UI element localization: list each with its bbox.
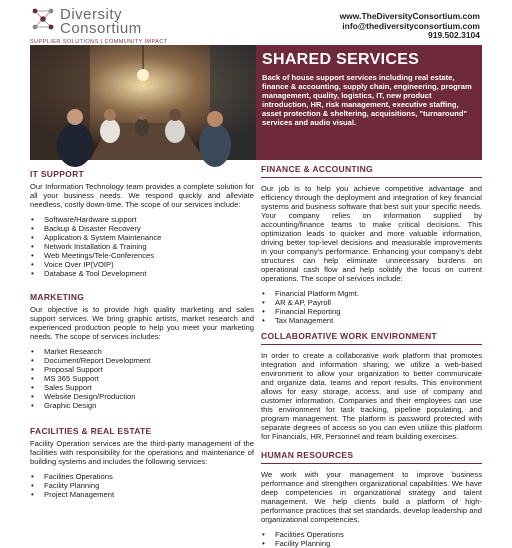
left-column: [30, 160, 254, 499]
list-item: • Market Research: [30, 347, 254, 356]
section-divider: [261, 177, 482, 178]
list-item: • Facility Planning: [261, 539, 482, 548]
hr-list: [261, 530, 482, 548]
list-item: • Graphic Design: [30, 401, 254, 410]
collab-title: COLLABORATIVE WORK ENVIRONMENT: [261, 331, 438, 341]
shared-services-title: SHARED SERVICES: [262, 51, 420, 68]
facilities-title: FACILITIES & REAL ESTATE: [30, 426, 152, 436]
marketing-list: [30, 347, 254, 410]
list-item: • Facilities Operations: [261, 530, 482, 539]
list-item: • Network Installation & Training: [30, 242, 254, 251]
list-item: • Facilities Operations: [30, 472, 254, 481]
marketing-text: Our objective is to provide high quality marketing and sales support services. We bring graphic artists, market research and experienced production people to help you meet your marketing needs. The scope of services includes:: [30, 305, 254, 341]
brand-tagline: SUPPLIER SOLUTIONS | COMMUNITY IMPACT: [30, 39, 168, 45]
shared-services-panel: [256, 45, 482, 160]
list-item: • Project Management: [30, 490, 254, 499]
marketing-title: MARKETING: [30, 292, 85, 302]
facilities-list: [30, 472, 254, 499]
list-item: • Database & Tool Development: [30, 269, 254, 278]
it-support-title: IT SUPPORT: [30, 169, 85, 179]
list-item: • Web Meetings/Tele-Conferences: [30, 251, 254, 260]
list-item: • Financial Platform Mgmt.: [261, 289, 482, 298]
team-meeting-photo: [30, 45, 256, 160]
shared-services-description: Back of house support services including real estate, finance & accounting, supply chain, engineering, program management, quality, logistics, IT, new product introduction, HR, risk management, executive staffing, asset protection & sheltering, acquisitions, "turnaround" services and audio visual.: [262, 73, 472, 127]
list-item: • Financial Reporting: [261, 307, 482, 316]
hr-text: We work with your management to improve business performance and strengthen organizational capabilities. We have deep competencies in organizational strategy and talent management. We help clients build a platform of high-performance practices that set standards, develop leadership and organizational competencies,: [261, 470, 482, 524]
list-item: • Voice Over IP(VOIP): [30, 260, 254, 269]
brand-logo: [30, 6, 160, 37]
list-item: • AR & AP, Payroll: [261, 298, 482, 307]
finance-list: [261, 289, 482, 325]
brand-name-line1: Diversity: [60, 6, 123, 23]
list-item: • Website Design/Production: [30, 392, 254, 401]
list-item: • Sales Support: [30, 383, 254, 392]
list-item: • Software/Hardware support: [30, 215, 254, 224]
list-item: • MS 365 Support: [30, 374, 254, 383]
list-item: • Backup & Disaster Recovery: [30, 224, 254, 233]
facilities-text: Facility Operation services are the third-party management of the facilities with responsibility for the operations and maintenance of building systems and includes the following services:: [30, 439, 254, 466]
brand-name-line2: Consortium: [60, 20, 142, 37]
section-divider: [261, 463, 482, 464]
contact-block: [340, 12, 480, 41]
phone-number: 919.502.3104: [428, 30, 480, 40]
list-item: • Tax Management: [261, 316, 482, 325]
hr-title: HUMAN RESOURCES: [261, 450, 354, 460]
team-meeting-illustration: [30, 45, 256, 160]
finance-text: Our job is to help you achieve competitive advantage and efficiency through the deployment and integration of key financial systems and business software that best suit your specific needs. Your company relies on information supplied by accounting/finance teams to make critical decisions. This optimization leads to quicker and more valuable information, driving better top-level decisions and measurable improvements in your company's performance. Enhancing your company's debt structures can help eliminate unnecessary burdens on operational cash flow and help solidify the focus on current operations. The scope of services include:: [261, 184, 482, 283]
it-support-text: Our Information Technology team provides a complete solution for all your business needs. We respond quickly and alleviate needless, costly down-time. The scope of our services include:: [30, 182, 254, 209]
list-item: • Facility Planning: [30, 481, 254, 490]
website-link[interactable]: www.TheDiversityConsortium.com: [339, 11, 480, 21]
section-divider: [261, 344, 482, 345]
email-link[interactable]: info@thediversityconsortium.com: [342, 20, 480, 31]
finance-title: FINANCE & ACCOUNTING: [261, 164, 373, 174]
collab-text: In order to create a collaborative work platform that promotes integration and information sharing, we utilize a web-based environment to allow your organization to better communicate and organize data, teams and report results. This environment allows for easy storage, access, and use of company and customer information. Companies and their employees can use this environment for task tracking, pipeline populating, and program management. The platform is password protected with separate degrees of access so you can even utilize this platform for Financials, HR, Personnel and team building exercises.: [261, 351, 482, 441]
network-logo-icon: [30, 6, 56, 32]
right-column: [261, 160, 482, 548]
list-item: • Application & System Maintenance: [30, 233, 254, 242]
list-item: • Proposal Support: [30, 365, 254, 374]
it-support-list: [30, 215, 254, 278]
list-item: • Document/Report Development: [30, 356, 254, 365]
